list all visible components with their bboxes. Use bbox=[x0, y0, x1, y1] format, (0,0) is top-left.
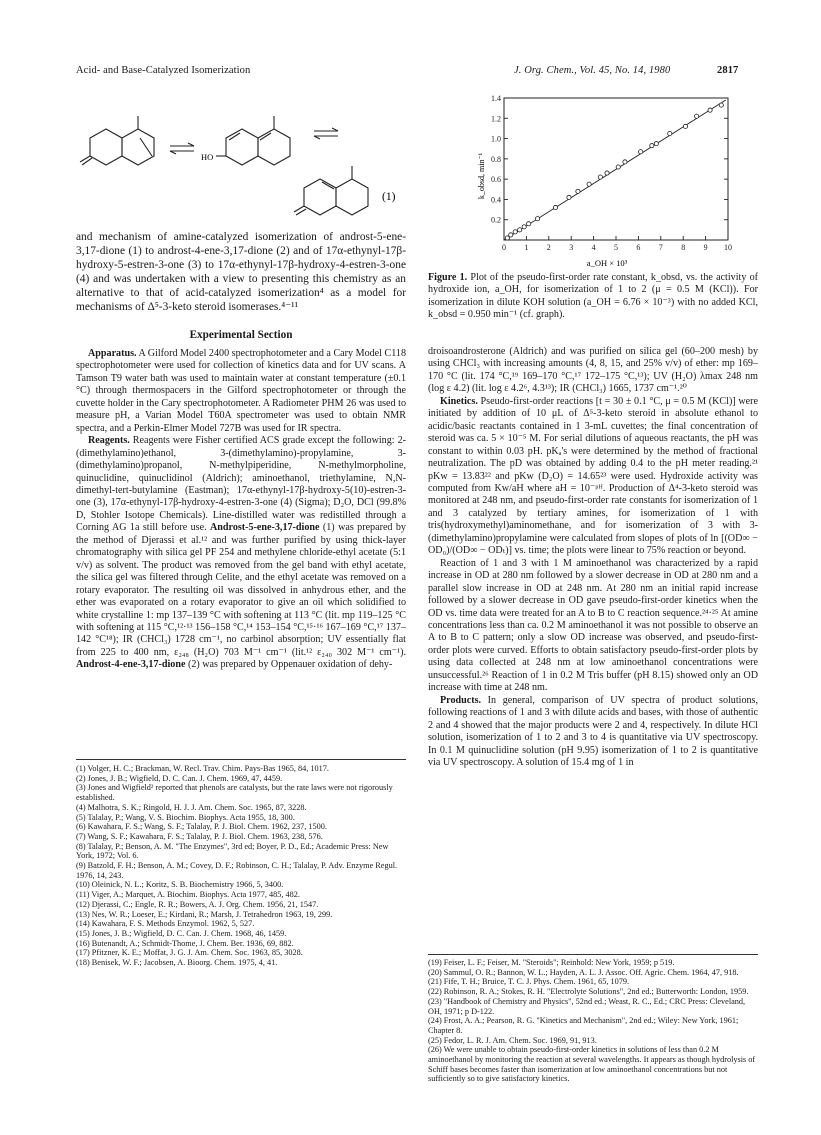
ref-item: (11) Viger, A.; Marquet, A. Biochim. Biophys. Acta 1977, 485, 482. bbox=[76, 890, 300, 900]
reagents-head: Reagents. bbox=[88, 435, 130, 447]
x-tick-label: 8 bbox=[681, 243, 686, 252]
data-point bbox=[553, 205, 557, 209]
data-point bbox=[650, 144, 654, 148]
intro-paragraph: and mechanism of amine-catalyzed isomerization of androst-5-ene-3,17-dione (1) to androst-4-ene-3,17-dione (2) and of 17α-ethynyl-17β-hydroxy-5-estren-3-one (3) to 17α-ethynyl-17β-hydroxy-4-estren-3-one (4) and was undertaken with a view to presenting this chemistry as an alternative to that of acid-catalyzed isomerization⁴ as a model for mechanisms of Δ⁵-3-keto steroid isomerases.⁴⁻¹¹ bbox=[76, 231, 406, 314]
reaction-scheme bbox=[76, 88, 406, 228]
data-point bbox=[567, 195, 571, 199]
ring-b-2 bbox=[258, 129, 290, 165]
ref-item: (16) Butenandt, A.; Schmidt-Thome, J. Chem. Ber. 1936, 69, 882. bbox=[76, 938, 294, 948]
ref-item: (2) Jones, J. B.; Wigfield, D. C. Can. J. Chem. 1969, 47, 4459. bbox=[76, 773, 283, 783]
ref-item: (25) Fedor, L. R. J. Am. Chem. Soc. 1969, 91, 913. bbox=[428, 1035, 597, 1045]
running-head-journal: J. Org. Chem., Vol. 45, No. 14, 1980 bbox=[514, 65, 671, 76]
equation-number: (1) bbox=[382, 191, 396, 203]
ref-item: (26) We were unable to obtain pseudo-first-order kinetics in solutions of less than 0.2 M aminoethanol by monitoring the reaction at several wavelengths. It appears as though hydrolysis of Schiff bases becomes faster than isomerization at low aminoethanol concentrations but not sufficiently so to give satisfactory kinetics. bbox=[428, 1045, 756, 1084]
figure-caption-head: Figure 1. bbox=[428, 272, 468, 283]
ref-item: (15) Jones, J. B.; Wigfield, D. C. Can. J. Chem. 1968, 46, 1459. bbox=[76, 928, 287, 938]
ref-item: (10) Oleinick, N. L.; Koritz, S. B. Biochemistry 1966, 5, 3400. bbox=[76, 880, 284, 890]
products-head: Products. bbox=[440, 694, 482, 706]
figure-1-chart bbox=[470, 88, 740, 270]
data-point bbox=[654, 142, 658, 146]
ref-item: (22) Robinson, R. A.; Stokes, R. H. "Electrolyte Solutions", 2nd ed.; Butterworth: London, 1959. bbox=[428, 987, 749, 997]
x-tick-label: 2 bbox=[546, 243, 551, 252]
references-left bbox=[76, 764, 406, 968]
y-tick-label: 1.0 bbox=[491, 134, 501, 144]
apparatus-head: Apparatus. bbox=[88, 348, 137, 360]
left-column bbox=[76, 230, 406, 672]
data-point bbox=[719, 103, 723, 107]
running-head-title: Acid- and Base-Catalyzed Isomerization bbox=[76, 65, 251, 76]
compound-1-head: Androst-5-ene-3,17-dione bbox=[210, 522, 320, 534]
reagents-paragraph bbox=[76, 435, 406, 672]
references-right bbox=[428, 958, 758, 1084]
ring-a-2 bbox=[226, 129, 258, 165]
ho-label: HO bbox=[201, 152, 214, 162]
ref-item: (1) Volger, H. C.; Brackman, W. Recl. Trav. Chim. Pays-Bas 1965, 84, 1017. bbox=[76, 764, 329, 773]
ref-item: (7) Wang, S. F.; Kawahara, F. S.; Talalay, P. J. Biol. Chem. 1963, 238, 576. bbox=[76, 831, 323, 841]
ring-b-1 bbox=[122, 129, 154, 165]
data-point bbox=[598, 175, 602, 179]
data-point bbox=[708, 108, 712, 112]
x-tick-label: 10 bbox=[724, 243, 732, 252]
ref-item: (3) Jones and Wigfield² reported that phenols are catalysts, but the rate laws were not rigorously established. bbox=[76, 783, 393, 803]
data-point bbox=[616, 165, 620, 169]
y-tick-label: 1.2 bbox=[491, 114, 501, 124]
ref-item: (9) Batzold, F. H.; Benson, A. M.; Covey, D. F.; Robinson, C. H.; Talalay, P. Adv. Enzyme Regul. 1976, 14, 243. bbox=[76, 861, 398, 880]
data-point bbox=[639, 150, 643, 154]
data-point bbox=[587, 182, 591, 186]
kinetics-paragraph bbox=[428, 396, 758, 558]
y-tick-label: 0.4 bbox=[491, 195, 501, 205]
ref-item: (19) Feiser, L. F.; Feiser, M. "Steroids"; Reinhold: New York, 1959; p 519. bbox=[428, 958, 675, 967]
page-number: 2817 bbox=[717, 65, 739, 76]
data-point bbox=[509, 233, 513, 237]
figure-caption bbox=[428, 272, 758, 322]
ring-b-3 bbox=[336, 179, 368, 215]
x-axis-label: a_OH × 10³ bbox=[586, 258, 628, 268]
data-point bbox=[536, 217, 540, 221]
ring-a-1 bbox=[90, 129, 122, 165]
y-tick-label: 1.4 bbox=[491, 94, 501, 103]
data-point bbox=[695, 114, 699, 118]
section-title: Experimental Section bbox=[189, 328, 293, 341]
y-tick-label: 0.8 bbox=[491, 154, 501, 164]
apparatus-paragraph bbox=[76, 348, 406, 435]
x-tick-label: 4 bbox=[591, 243, 596, 252]
x-tick-label: 6 bbox=[636, 243, 641, 252]
ref-item: (6) Kawahara, F. S.; Wang, S. F.; Talalay, P. J. Biol. Chem. 1962, 237, 1500. bbox=[76, 822, 327, 832]
right-column bbox=[428, 346, 758, 769]
ref-item: (18) Benisek, W. F.; Jacobsen, A. Bioorg. Chem. 1975, 4, 41. bbox=[76, 958, 278, 968]
ref-item: (12) Djerassi, C.; Engle, R. R.; Bowers, A. J. Org. Chem. 1956, 21, 1547. bbox=[76, 899, 319, 909]
ref-item: (21) Fife, T. H.; Bruice, T. C. J. Phys. Chem. 1961, 65, 1079. bbox=[428, 977, 630, 987]
ref-item: (17) Pfitzner, K. E.; Moffat, J. G. J. Am. Chem. Soc. 1963, 85, 3028. bbox=[76, 948, 303, 958]
data-point bbox=[683, 124, 687, 128]
products-text: In general, comparison of UV spectra of product solutions, following reactions of 1 and 3 with dilute acids and bases, with those of authentic 2 and 4 showed that the major products were 2 and 4, respectively. In dilute HCl solution, isomerization of 1 to 2 and 3 to 4 is quantitative via UV spectroscopy. In 0.1 M quinuclidine solution (pH 9.95) isomerization of 1 to 2 is quantitative via UV spectroscopy. A solution of 15.4 mg of 1 in bbox=[428, 694, 758, 768]
x-tick-label: 9 bbox=[703, 243, 708, 252]
reagents-text: Reagents were Fisher certified ACS grade except the following: 2-(dimethylamino)ethanol, 3-(dimethylamino)-propylamine, 3-(dimethylamino)propanol, N-methylpiperidine, N-methylmorpholine, quinuclidine, quinuclidinol (Aldrich); aminoethanol, triethylamine, N,N-dimethyl-tert-butylamine (Eastman); 17α-ethynyl-17β-hydroxy-5(10)-estren-3-one (3), 17α-ethynyl-17β-hydroxy-4-estren-3-one (4) (Sigma); D₂O, DCl (99.8% D, Stohler Isotope Chemicals). Line-distilled water was redistilled through a Corning AG 1a still before use. bbox=[76, 435, 406, 534]
data-point bbox=[522, 225, 526, 229]
right-paragraph-1: droisoandrosterone (Aldrich) and was purified on silica gel (60–200 mesh) by using CHCl₃ with increasing amounts (4, 8, 15, and 25% v/v) of ether: mp 169–170 °C (lit. 174 °C,¹⁹ 169–170 °C,¹⁷ 172–175 °C,¹³); UV (H₂O) λmax 248 nm (log ε 4.2) (lit. log ε 4.2⁶, 4.3¹³); IR (CHCl₃) 1665, 1737 cm⁻¹.²⁰ bbox=[428, 346, 758, 395]
kinetics-text: Pseudo-first-order reactions [t = 30 ± 0.1 °C, μ = 0.5 M (KCl)] were initiated by addition of 10 μL of Δ⁵-3-keto steroid in absolute ethanol to acidic/basic reactants contained in 1 3-mL cuvettes; the final concentration of steroid was ca. 5 × 10⁻⁵ M. For serial dilutions of aqueous reactants, the pH was constant to within 0.03 pH. pKₐ's were determined by the method of fractional neutralization. The pD was obtained by adding 0.4 to the pH meter reading.²¹ pKw = 13.83²² and pKw (D₂O) = 14.65²³ were used. Hydroxide activity was computed from Kw/aH where aH = 10⁻ᵖᴴ. Production of Δ⁴-3-keto steroid was monitored at 248 nm, and pseudo-first-order rate constants for isomerization of 1 and 3 catalyzed by tertiary amines, for isomerization of 1 with tris(hydroxymethyl)aminomethane, and for isomerization of 3 with 3-(dimethylamino)propylamine were calculated from slopes of plots of ln [(OD∞ − OD₀)/(OD∞ − ODₜ)] vs. time; the plots were linear to 75% reaction or beyond. bbox=[428, 395, 758, 557]
x-tick-label: 1 bbox=[524, 243, 529, 252]
apparatus-text: A Gilford Model 2400 spectrophotometer and a Cary Model C118 spectrophotometer were used for collection of kinetics data and for UV scans. A Tamson T9 water bath was used to maintain water at constant temperature (±0.1 °C) through thermospacers in the Gilford spectrophotometer or through the cuvette holder in the Cary spectrophotometer. A Radiometer PHM 26 was used to measure pH, a Varian Model T60A spectrometer was used to obtain NMR spectra, and a Perkin-Elmer Model 727B was used for IR spectra. bbox=[76, 348, 406, 434]
compound-2-head: Androst-4-ene-3,17-dione bbox=[76, 659, 186, 671]
footnote-rule-left bbox=[76, 759, 406, 760]
data-point bbox=[576, 189, 580, 193]
x-tick-label: 3 bbox=[569, 243, 574, 252]
data-point bbox=[518, 228, 522, 232]
ref-item: (5) Talalay, P.; Wang, V. S. Biochim. Biophys. Acta 1955, 18, 300. bbox=[76, 812, 295, 822]
data-point bbox=[513, 230, 517, 234]
products-paragraph bbox=[428, 695, 758, 770]
ref-item: (20) Sammul, O. R.; Bannon, W. L.; Hayden, A. L. J. Assoc. Off. Agric. Chem. 1964, 47, 918. bbox=[428, 967, 739, 977]
ref-item: (14) Kawahara, F. S. Methods Enzymol. 1962, 5, 527. bbox=[76, 919, 255, 929]
y-tick-label: 0.2 bbox=[491, 215, 501, 225]
footnote-rule-right bbox=[428, 954, 758, 955]
y-tick-label: 0.6 bbox=[491, 175, 501, 185]
x-tick-label: 5 bbox=[614, 243, 618, 252]
data-point bbox=[605, 171, 609, 175]
data-point bbox=[623, 160, 627, 164]
ref-item: (4) Malhotra, S. K.; Ringold, H. J. J. Am. Chem. Soc. 1965, 87, 3228. bbox=[76, 802, 307, 812]
y-axis-label: k_obsd, min⁻¹ bbox=[477, 152, 486, 200]
data-point bbox=[668, 131, 672, 135]
right-paragraph-3: Reaction of 1 and 3 with 1 M aminoethanol was characterized by a rapid increase in OD at 280 nm followed by a slower decrease in OD at 280 nm and a parallel slow increase in OD at 248 nm. At 280 nm an initial rapid increase followed by a slower decrease in OD gave pseudo-first-order kinetics when the OD vs. time data were treated for an A to B to C reaction sequence.²⁴·²⁵ At amine concentrations less than ca. 0.2 M aminoethanol it was not possible to observe an A to B to C pattern; only a slow OD increase was observed, and pseudo-first-order plots were curved. Efforts to obtain satisfactory pseudo-first-order plots by using data collected at 248 nm at low aminoethanol concentrations were unsuccessful.²⁶ Reaction of 1 in 0.2 M Tris buffer (pH 8.15) showed only an OD increase with time at 248 nm. bbox=[428, 557, 758, 694]
ref-item: (8) Talalay, P.; Benson, A. M. "The Enzymes", 3rd ed; Boyer, P. D., Ed.; Academic Press: New York, 1972; Vol. 6. bbox=[76, 841, 389, 861]
ref-item: (24) Frost, A. A.; Pearson, R. G. "Kinetics and Mechanism", 2nd ed.; Wiley: New York, 1961; Chapter 8. bbox=[428, 1016, 739, 1035]
x-tick-label: 7 bbox=[658, 243, 663, 252]
ref-item: (13) Nes, W. R.; Loeser, E.; Kirdani, R.; Marsh, J. Tetrahedron 1963, 19, 299. bbox=[76, 909, 333, 919]
kinetics-head: Kinetics. bbox=[440, 395, 478, 407]
compound-1-text: (1) was prepared by the method of Djerassi et al.¹² and was further purified by using thick-layer chromatography with silica gel PF 254 and methylene chloride-ethyl acetate (5:1 v/v) as solvent. The product was removed from the gel band with ethyl acetate, the silica gel was filtered through Celite, and the ethyl acetate was removed on a rotary evaporator. The resulting oil was dissolved in anhydrous ether, and the ether was evaporated on a rotary evaporator to give an oil which solidified to white crystalline 1: mp 137–139 °C with softening at 113 °C (lit. mp 119–125 °C with softening at 115 °C,¹²·¹³ 156–158 °C,¹⁴ 153–154 °C,¹⁵·¹⁶ 167–169 °C,¹⁷ 137–142 °C¹⁸); IR (CHCl₃) 1728 cm⁻¹, no carbinol absorption; UV essentially flat from 225 to 400 nm, ε₂₄₈ (H₂O) 703 M⁻¹ cm⁻¹ (lit.¹² ε₂₄₀ 302 M⁻¹ cm⁻¹). bbox=[76, 522, 406, 658]
figure-caption-text: Plot of the pseudo-first-order rate constant, k_obsd, vs. the activity of hydroxide ion, a_OH, for isomerization of 1 to 2 (μ = 0.5 M (KCl)). For isomerization in dilute KOH solution (a_OH = 6.76 × 10⁻³) with no added KCl, k_obsd = 0.950 min⁻¹ (cf. graph). bbox=[428, 272, 758, 321]
ring-a-3 bbox=[304, 179, 336, 215]
x-tick-label: 0 bbox=[502, 243, 506, 252]
data-point bbox=[527, 222, 531, 226]
ref-item: (23) "Handbook of Chemistry and Physics", 52nd ed.; Weast, R. C., Ed.; CRC Press: Cleveland, OH, 1971; p D-122. bbox=[428, 996, 746, 1016]
compound-2-text: (2) was prepared by Oppenauer oxidation of dehy- bbox=[185, 659, 393, 671]
